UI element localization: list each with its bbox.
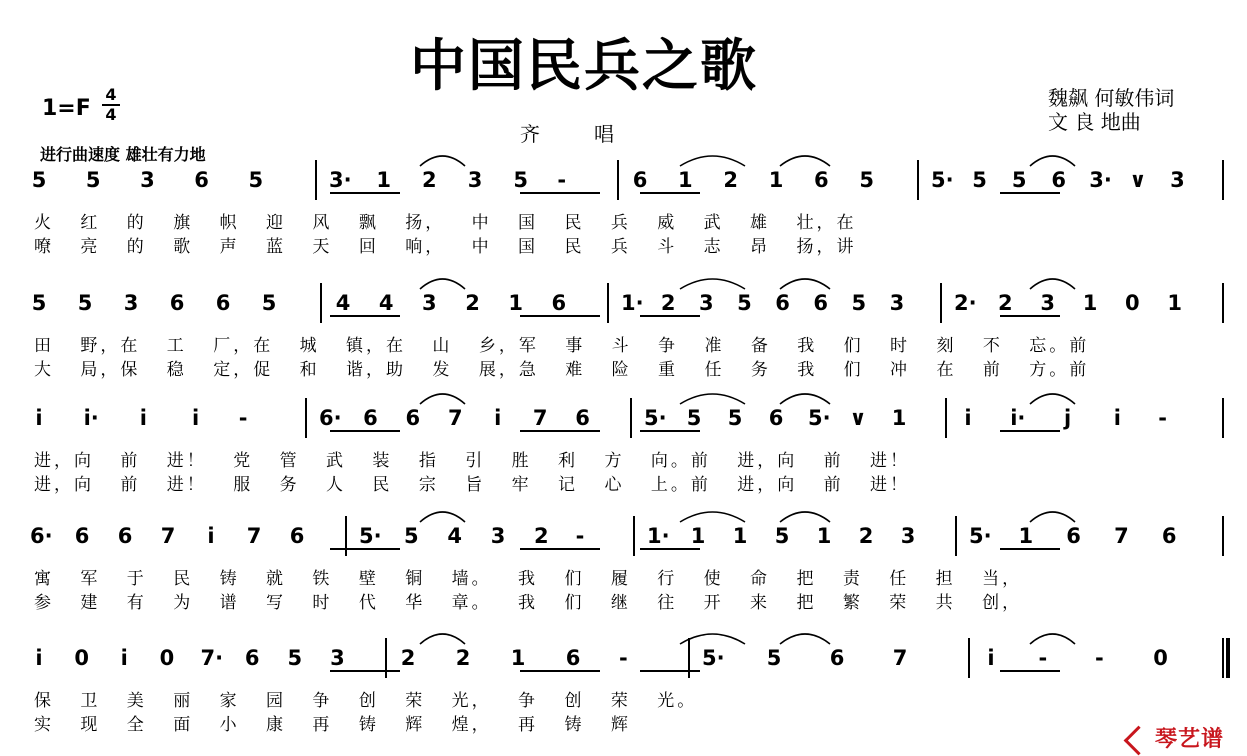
note: 6: [551, 291, 567, 315]
beam-underline: [520, 192, 600, 194]
lyric-line: 参 建 有 为 谱 写 时 代 华 章。 我 们 继 往 开 来 把 繁 荣 共 创，: [34, 593, 1023, 613]
note: 6: [814, 168, 829, 192]
lyric-line: 进，向 前 进！ 党 管 武 装 指 引 胜 利 方 向。前 进，向 前 进！: [34, 451, 911, 471]
lyric-line: 火 红 的 旗 帜 迎 风 飘 扬， 中 国 民 兵 威 武 雄 壮，在: [34, 213, 857, 233]
slur-group: [0, 271, 1247, 291]
note: 5: [686, 406, 702, 430]
note: 5: [513, 168, 528, 192]
note: 1: [1167, 291, 1182, 315]
note: 3: [698, 291, 714, 315]
note: 3·: [1089, 168, 1112, 192]
note: 5: [404, 524, 419, 548]
score-row: [0, 516, 1247, 626]
note: 1: [678, 168, 693, 192]
note: i: [1113, 406, 1121, 430]
note: 1: [768, 168, 784, 192]
note: 6: [289, 524, 305, 548]
note: 3: [900, 524, 916, 548]
note: 2: [465, 291, 480, 315]
sustain-dash: -: [1158, 406, 1167, 430]
beam-underline: [640, 548, 700, 550]
sustain-dash: -: [619, 646, 628, 670]
tempo-marking: 进行曲速度 雄壮有力地: [40, 145, 206, 164]
note: 2: [998, 291, 1013, 315]
sustain-dash: -: [238, 406, 248, 430]
slur: [680, 634, 745, 644]
note: 5: [261, 291, 277, 315]
performance-marking: 齐唱: [520, 122, 668, 146]
slur: [420, 512, 465, 522]
note: 3: [467, 168, 483, 192]
slur: [1030, 394, 1075, 404]
note: 5: [77, 291, 93, 315]
time-signature: [100, 86, 122, 124]
lyric-line: 田 野，在 工 厂，在 城 镇，在 山 乡，军 事 斗 争 准 备 我 们 时 刻 不 忘。前: [34, 336, 1090, 356]
slur: [780, 394, 830, 404]
note: 0: [159, 646, 175, 670]
note: 6: [244, 646, 260, 670]
slur: [420, 156, 465, 166]
note: 4: [335, 291, 351, 315]
slur-group: [0, 504, 1247, 524]
slur-group: [0, 626, 1247, 646]
beam-underline: [520, 548, 600, 550]
lyricist: 魏飙 何敏伟词: [1048, 86, 1175, 110]
slur: [420, 394, 465, 404]
note: 2: [858, 524, 874, 548]
note: i: [120, 646, 128, 670]
note: 0: [1153, 646, 1168, 670]
brand-logo: [1128, 722, 1224, 753]
beam-underline: [1000, 670, 1060, 672]
beam-underline: [640, 315, 700, 317]
note: 5·: [359, 524, 382, 548]
note: i: [987, 646, 995, 670]
slur: [780, 634, 830, 644]
note: i: [139, 406, 147, 430]
note: 3·: [329, 168, 352, 192]
score-row: [0, 638, 1247, 748]
note: 6: [1051, 168, 1067, 192]
slur-group: [0, 386, 1247, 406]
lyric-line: 大 局，保 稳 定，促 和 谐，助 发 展，急 难 险 重 任 务 我 们 冲 在 前 方。前: [34, 360, 1090, 380]
time-top: 4: [105, 85, 117, 104]
note: ∨: [1129, 168, 1147, 192]
note: 3: [889, 291, 905, 315]
beam-underline: [640, 670, 700, 672]
note: 5: [727, 406, 743, 430]
note: 2: [723, 168, 738, 192]
note: 5: [851, 291, 867, 315]
note: 1: [376, 168, 391, 192]
slur: [1030, 279, 1075, 289]
note: 0: [74, 646, 89, 670]
note: 3: [422, 291, 437, 315]
note: 2·: [954, 291, 977, 315]
note: 6·: [30, 524, 53, 548]
note: 5: [31, 291, 47, 315]
slur: [420, 279, 465, 289]
beam-underline: [640, 430, 700, 432]
note: i: [494, 406, 502, 430]
note: 6: [1161, 524, 1177, 548]
note: j: [1063, 406, 1072, 430]
note: 6: [565, 646, 581, 670]
brand-icon: [1124, 725, 1154, 755]
note: 6: [215, 291, 231, 315]
note: 1: [508, 291, 523, 315]
lyric-line: 寓 军 于 民 铸 就 铁 壁 铜 墙。 我 们 履 行 使 命 把 责 任 担 当，: [34, 569, 1023, 589]
note: 6: [74, 524, 90, 548]
note: 3: [490, 524, 506, 548]
beam-underline: [520, 670, 600, 672]
slur: [780, 512, 830, 522]
note: 6: [768, 406, 784, 430]
slur: [1030, 512, 1075, 522]
sustain-dash: -: [575, 524, 585, 548]
note: 5·: [808, 406, 831, 430]
note: 3: [330, 646, 345, 670]
note: 6: [405, 406, 421, 430]
slur: [680, 279, 745, 289]
note: 1: [816, 524, 832, 548]
note: 7: [160, 524, 176, 548]
note: 7·: [200, 646, 224, 670]
time-bottom: 4: [105, 105, 117, 124]
note: 7: [447, 406, 463, 430]
beam-underline: [1000, 548, 1060, 550]
note: 5·: [644, 406, 667, 430]
key-signature: 1=F: [42, 96, 91, 121]
slur: [1030, 634, 1075, 644]
note: 6: [169, 291, 185, 315]
note: 4: [378, 291, 394, 315]
note: 4: [447, 524, 462, 548]
beam-underline: [330, 670, 400, 672]
note: 5: [1011, 168, 1027, 192]
score-row: [0, 283, 1247, 393]
note: 1·: [647, 524, 670, 548]
beam-underline: [330, 430, 400, 432]
note: 5·: [931, 168, 954, 192]
note: i: [191, 406, 200, 430]
note: 6: [363, 406, 378, 430]
note: 1·: [621, 291, 644, 315]
note: i: [35, 406, 43, 430]
beam-underline: [1000, 430, 1060, 432]
note: 1: [891, 406, 907, 430]
slur: [1030, 156, 1075, 166]
slur: [780, 156, 830, 166]
sustain-dash: -: [1038, 646, 1048, 670]
slur: [780, 279, 830, 289]
beam-underline: [330, 192, 400, 194]
slur-group: [0, 148, 1247, 168]
note: 1: [1018, 524, 1034, 548]
sustain-dash: -: [1095, 646, 1104, 670]
credits: [1048, 86, 1174, 134]
note: 2: [534, 524, 549, 548]
note: 5: [972, 168, 987, 192]
beam-underline: [1000, 192, 1060, 194]
note: 6: [1066, 524, 1081, 548]
note: 7: [532, 406, 548, 430]
lyric-line: 保 卫 美 丽 家 园 争 创 荣 光， 争 创 荣 光。: [34, 691, 698, 711]
beam-underline: [520, 315, 600, 317]
note: 5: [859, 168, 874, 192]
note: 2: [455, 646, 471, 670]
beam-underline: [330, 548, 400, 550]
note: 3: [123, 291, 139, 315]
note: 6: [829, 646, 845, 670]
note: 5: [85, 168, 101, 192]
note: i: [35, 646, 43, 670]
note: 6·: [319, 406, 342, 430]
slur: [420, 634, 465, 644]
score-row: [0, 160, 1247, 270]
note: 1: [510, 646, 526, 670]
score-row: [0, 398, 1247, 508]
note: 3: [1170, 168, 1185, 192]
note: 5: [248, 168, 264, 192]
beam-underline: [1000, 315, 1060, 317]
note: 1: [690, 524, 706, 548]
note: 6: [575, 406, 590, 430]
note: 3: [140, 168, 155, 192]
note: 7: [892, 646, 908, 670]
slur: [680, 512, 745, 522]
note: 6: [813, 291, 828, 315]
note: 0: [1125, 291, 1140, 315]
brand-name: 琴艺谱: [1155, 727, 1225, 752]
beam-underline: [640, 192, 700, 194]
composer: 文 良 地曲: [1048, 110, 1141, 134]
note: 5·: [969, 524, 992, 548]
note: 7: [1114, 524, 1129, 548]
note: 5: [31, 168, 47, 192]
note: 5: [766, 646, 782, 670]
note: i: [964, 406, 972, 430]
note: 7: [246, 524, 262, 548]
lyric-line: 嘹 亮 的 歌 声 蓝 天 回 响， 中 国 民 兵 斗 志 昂 扬，讲: [34, 237, 857, 257]
note: 6: [632, 168, 648, 192]
note: 6: [117, 524, 133, 548]
beam-underline: [330, 315, 400, 317]
lyric-line: 进，向 前 进！ 服 务 人 民 宗 旨 牢 记 心 上。前 进，向 前 进！: [34, 475, 911, 495]
slur: [680, 394, 745, 404]
beam-underline: [520, 430, 600, 432]
note: 2: [400, 646, 416, 670]
note: 2: [422, 168, 437, 192]
note: ∨: [849, 406, 867, 430]
slur: [680, 156, 745, 166]
note: 2: [660, 291, 676, 315]
note: i·: [1010, 406, 1026, 430]
note: 5·: [702, 646, 725, 670]
sustain-dash: -: [557, 168, 567, 192]
note: i·: [83, 406, 99, 430]
note: i: [207, 524, 215, 548]
note: 5: [737, 291, 752, 315]
note: 6: [775, 291, 790, 315]
note: 1: [1082, 291, 1098, 315]
lyric-line: 实 现 全 面 小 康 再 铸 辉 煌， 再 铸 辉: [34, 715, 631, 735]
note: 3: [1040, 291, 1055, 315]
note: 6: [194, 168, 209, 192]
page-title: 中国民兵之歌: [410, 34, 758, 99]
note: 5: [774, 524, 790, 548]
note: 5: [287, 646, 303, 670]
note: 1: [732, 524, 748, 548]
